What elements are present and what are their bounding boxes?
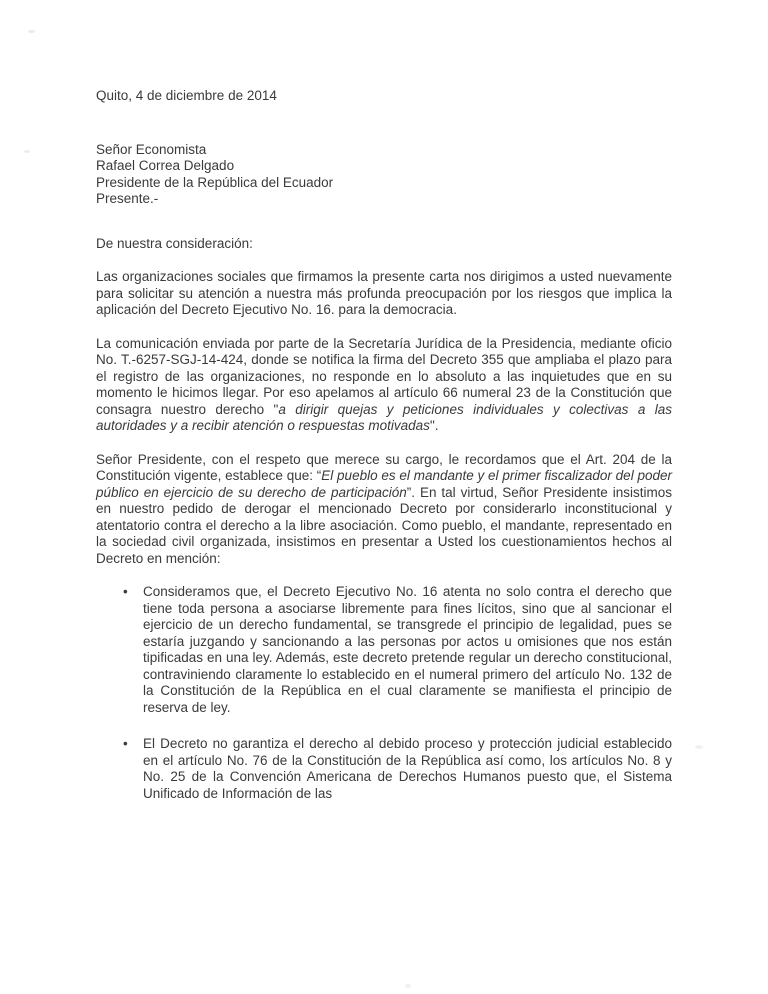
- scan-artifact: [695, 745, 703, 749]
- paragraph-3: Señor Presidente, con el respeto que merece su cargo, le recordamos que el Art. 204 de la Constitución vigente, establece que: “El pueblo es el mandante y el primer fiscalizador del poder público en ejercicio de su derecho de participación”. En tal virtud, Señor Presidente insistimos en nuestro pedido de derogar el mencionado Decreto por considerarlo inconstitucional y atentatorio contra el derecho a la libre asociación. Como pueblo, el mandante, representado en la sociedad civil organizada, insistimos en presentar a Usted los cuestionamientos hechos al Decreto en mención:: [96, 451, 672, 566]
- letter-content: [96, 88, 672, 822]
- recipient-presente: Presente.-: [96, 191, 159, 206]
- recipient-block: [96, 142, 672, 208]
- bullet-icon: •: [123, 584, 128, 599]
- bullet-2-text: El Decreto no garantiza el derecho al debido proceso y protección judicial establecido en el artículo No. 76 de la Constitución de la República así como, los artículos No. 8 y No. 25 de la Convención Americana de Derechos Humanos puesto que, el Sistema Unificado de Información de las: [143, 736, 672, 801]
- paragraph-2: La comunicación enviada por parte de la Secretaría Jurídica de la Presidencia, mediante oficio No. T.-6257-SGJ-14-424, donde se notifica la firma del Decreto 355 que ampliaba el plazo para el registro de las organizaciones, no responde en lo absoluto a las inquietudes que en su momento le hicimos llegar. Por eso apelamos al artículo 66 numeral 23 de la Constitución que consagra nuestro derecho "a dirigir quejas y peticiones individuales y colectivas a las autoridades y a recibir atención o respuestas motivadas".: [96, 335, 672, 433]
- scan-artifact: [24, 150, 30, 153]
- bullet-list: [96, 584, 672, 802]
- recipient-position: Presidente de la República del Ecuador: [96, 174, 334, 190]
- bullet-1-text: Consideramos que, el Decreto Ejecutivo No. 16 atenta no solo contra el derecho que tiene toda persona a asociarse libremente para fines lícitos, sino que al sancionar el ejercicio de un derecho fundamental, se transgrede el principio de legalidad, pues se estaría juzgando y sancionando a las personas por actos u omisiones que nos están tipificadas en una ley. Además, este decreto pretende regular un derecho constitucional, contraviniendo claramente lo establecido en el numeral primero del artículo No. 132 de la Constitución de la República en el cual claramente se manifiesta el principio de reserva de ley.: [143, 584, 672, 715]
- salutation: De nuestra consideración:: [96, 235, 253, 251]
- date-line: Quito, 4 de diciembre de 2014: [96, 88, 277, 103]
- bullet-item-1: [96, 584, 672, 716]
- scan-artifact: [405, 984, 411, 988]
- bullet-icon: •: [123, 736, 128, 751]
- recipient-title: Señor Economista: [96, 141, 207, 157]
- paragraph-1: Las organizaciones sociales que firmamos la presente carta nos dirigimos a usted nuevamente para solicitar su atención a nuestra más profunda preocupación por los riesgos que implica la aplicación del Decreto Ejecutivo No. 16. para la democracia.: [96, 269, 672, 317]
- scan-artifact: [28, 30, 35, 33]
- recipient-name: Rafael Correa Delgado: [96, 158, 235, 173]
- bullet-item-2: [96, 736, 672, 802]
